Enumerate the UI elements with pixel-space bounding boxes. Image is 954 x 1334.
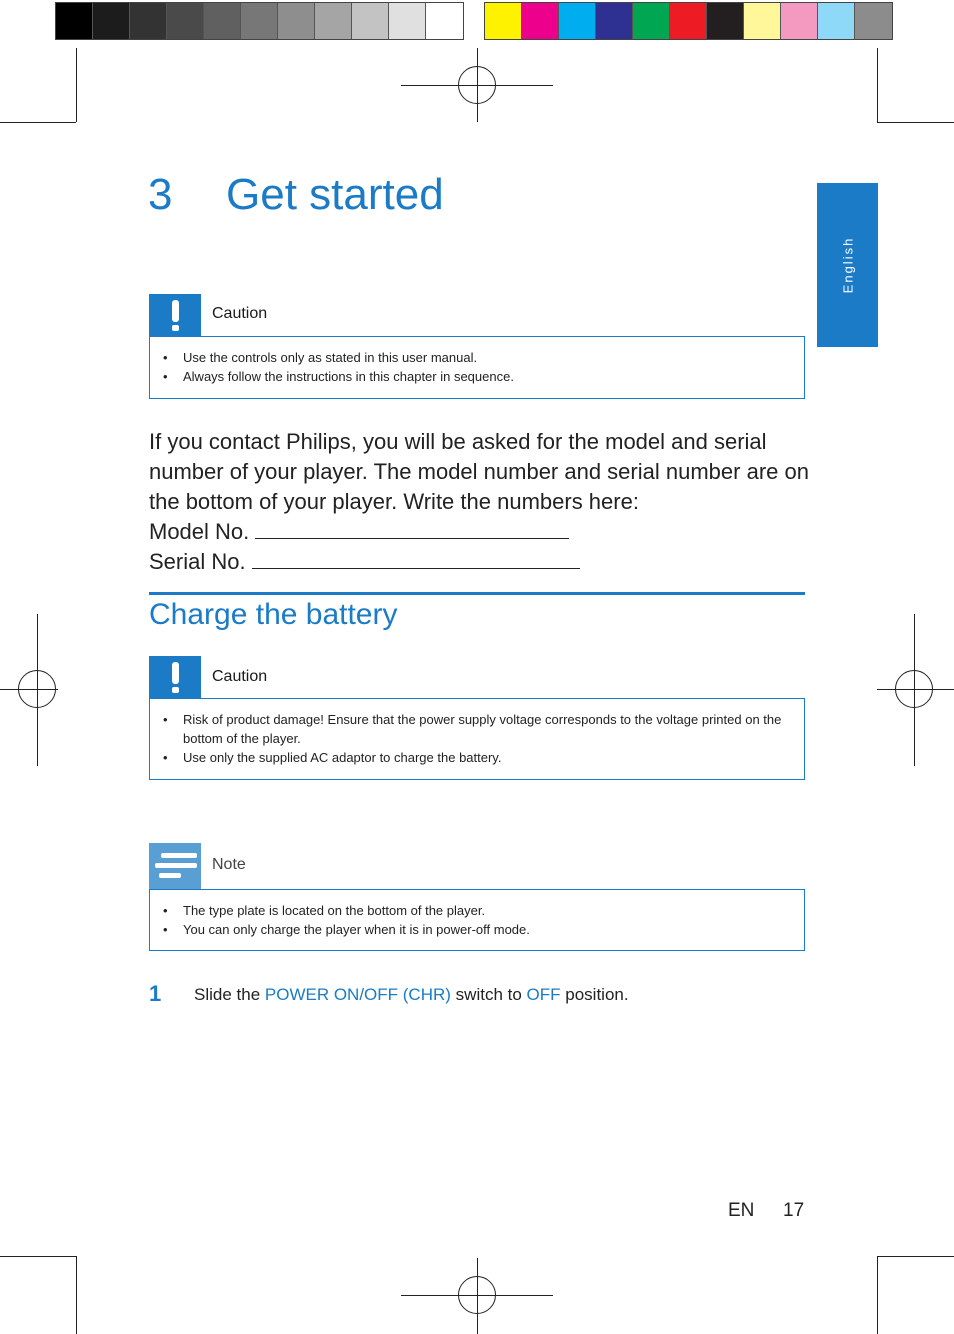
chapter-title: Get started [226,170,444,219]
caution-heading: Caution [212,305,268,322]
language-tab-label: English [840,236,855,294]
caution-box [149,336,805,399]
caution-item: • Always follow the instructions in this chapter in sequence. [163,367,790,386]
serial-number-field [149,547,809,577]
crop-mark [877,1256,878,1334]
color-calibration-strip [484,2,893,40]
caution-item: • Use only the supplied AC adaptor to charge the battery. [163,748,790,767]
step-number: 1 [149,981,162,1006]
step-text-prefix: Slide the [194,985,265,1004]
calibration-swatch [426,3,463,39]
calibration-swatch [389,3,426,39]
serial-number-label: Serial No. [149,549,246,574]
calibration-swatch [56,3,93,39]
caution-icon [149,656,201,699]
calibration-swatch [167,3,204,39]
model-number-field [149,517,809,547]
calibration-swatch [670,3,707,39]
calibration-swatch [522,3,559,39]
caution-item: • Use the controls only as stated in this user manual. [163,348,790,367]
switch-name: POWER ON/OFF (CHR) [264,985,451,1004]
model-number-label: Model No. [149,519,250,544]
registration-mark [458,66,496,104]
section-title: Charge the battery [149,598,398,631]
step-text [194,985,629,1005]
language-tab [817,183,878,347]
note-heading: Note [212,856,246,873]
calibration-swatch [204,3,241,39]
calibration-swatch [130,3,167,39]
grayscale-calibration-strip [55,2,464,40]
intro-paragraph [149,427,809,577]
calibration-swatch [241,3,278,39]
calibration-swatch [596,3,633,39]
step-text-suffix: position. [560,985,629,1004]
note-icon [149,843,201,889]
crop-mark [0,122,76,123]
registration-mark [458,1276,496,1314]
crop-mark [877,1256,954,1257]
section-rule [149,592,805,595]
calibration-swatch [93,3,130,39]
calibration-swatch [744,3,781,39]
switch-position: OFF [526,985,561,1004]
crop-mark [76,48,77,122]
caution-icon [149,294,201,337]
calibration-swatch [633,3,670,39]
calibration-swatch [781,3,818,39]
crop-mark [76,1256,77,1334]
calibration-swatch [315,3,352,39]
page-number: 17 [783,1200,805,1221]
crop-mark [0,1256,76,1257]
calibration-swatch [352,3,389,39]
calibration-swatch [818,3,855,39]
crop-mark [877,48,878,122]
intro-text: If you contact Philips, you will be asked for the model and serial number of your player. The model number and serial number are on the bottom of your player. Write the numbers here: [149,429,809,514]
step-text-middle: switch to [450,985,527,1004]
note-item: • You can only charge the player when it is in power-off mode. [163,920,790,939]
calibration-swatch [559,3,596,39]
note-box [149,889,805,951]
calibration-swatch [485,3,522,39]
calibration-swatch [855,3,892,39]
registration-mark [18,670,56,708]
registration-mark [895,670,933,708]
calibration-swatch [278,3,315,39]
calibration-swatch [707,3,744,39]
caution-box [149,698,805,780]
caution-item: • Risk of product damage! Ensure that the power supply voltage corresponds to the voltage printed on the bottom of the player. [163,710,790,748]
note-item: • The type plate is located on the bottom of the player. [163,901,790,920]
chapter-number: 3 [148,170,173,219]
caution-heading: Caution [212,668,268,685]
footer-language: EN [728,1200,755,1221]
crop-mark [877,122,954,123]
serial-number-line [252,550,580,569]
model-number-line [255,520,569,539]
